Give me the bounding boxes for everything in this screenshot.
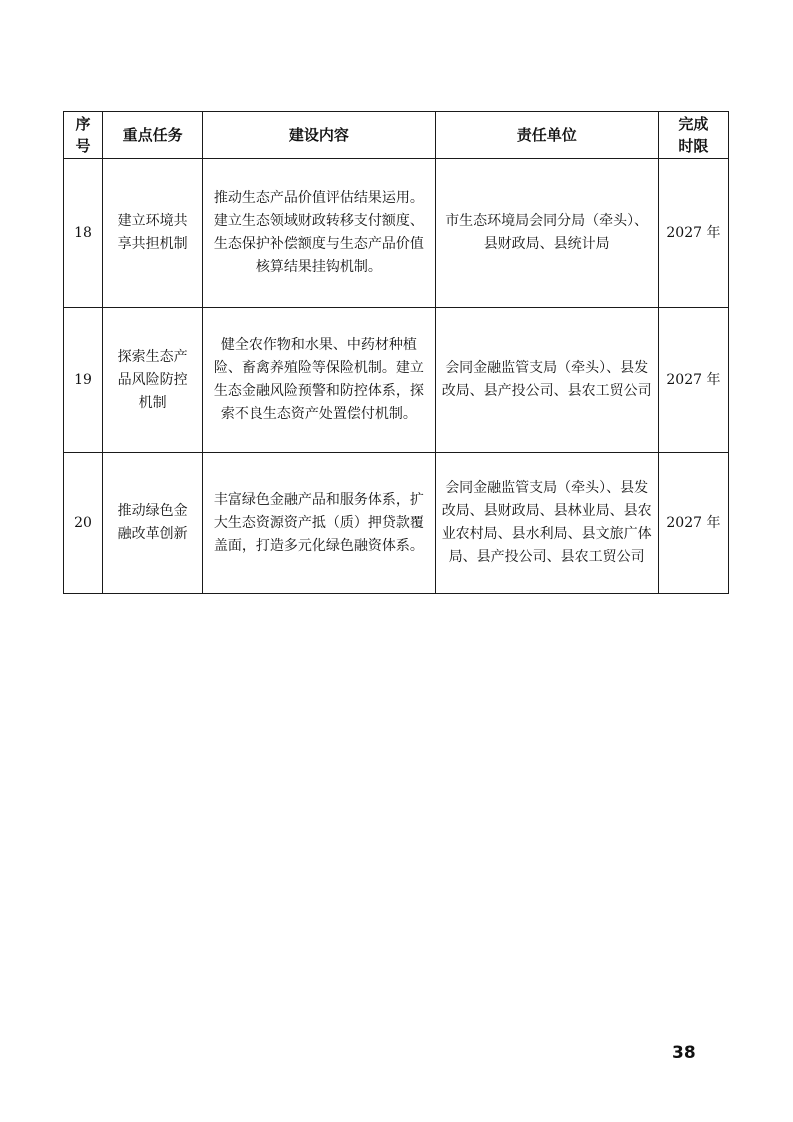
- header-unit: 责任单位: [435, 112, 658, 159]
- cell-content: 健全农作物和水果、中药材种植险、畜禽养殖险等保险机制。建立生态金融风险预警和防控体系，探索不良生态资产处置偿付机制。: [203, 308, 435, 453]
- cell-unit: 会同金融监管支局（牵头）、县发改局、县产投公司、县农工贸公司: [435, 308, 658, 453]
- cell-task: 探索生态产品风险防控机制: [103, 308, 203, 453]
- header-no: [64, 112, 103, 159]
- header-no-line1: 序: [75, 115, 91, 133]
- header-task: 重点任务: [103, 112, 203, 159]
- header-deadline-line1: 完成: [678, 115, 709, 133]
- header-deadline-line2: 时限: [678, 137, 709, 155]
- cell-content: 丰富绿色金融产品和服务体系，扩大生态资源资产抵（质）押贷款覆盖面，打造多元化绿色融资体系。: [203, 453, 435, 594]
- header-no-line2: 号: [75, 137, 91, 155]
- cell-no: 19: [64, 308, 103, 453]
- cell-content: 推动生态产品价值评估结果运用。建立生态领域财政转移支付额度、生态保护补偿额度与生态产品价值核算结果挂钩机制。: [203, 159, 435, 308]
- cell-deadline: 2027 年: [658, 453, 728, 594]
- task-table: [63, 111, 729, 594]
- table-row: [64, 159, 729, 308]
- cell-unit: 市生态环境局会同分局（牵头）、县财政局、县统计局: [435, 159, 658, 308]
- cell-no: 20: [64, 453, 103, 594]
- header-deadline: [658, 112, 728, 159]
- page-number: 38: [672, 1043, 696, 1063]
- header-content: 建设内容: [203, 112, 435, 159]
- cell-deadline: 2027 年: [658, 159, 728, 308]
- cell-task: 推动绿色金融改革创新: [103, 453, 203, 594]
- table-header-row: [64, 112, 729, 159]
- table-row: [64, 308, 729, 453]
- table-row: [64, 453, 729, 594]
- cell-deadline: 2027 年: [658, 308, 728, 453]
- cell-task: 建立环境共享共担机制: [103, 159, 203, 308]
- cell-no: 18: [64, 159, 103, 308]
- cell-unit: 会同金融监管支局（牵头）、县发改局、县财政局、县林业局、县农业农村局、县水利局、县文旅广体局、县产投公司、县农工贸公司: [435, 453, 658, 594]
